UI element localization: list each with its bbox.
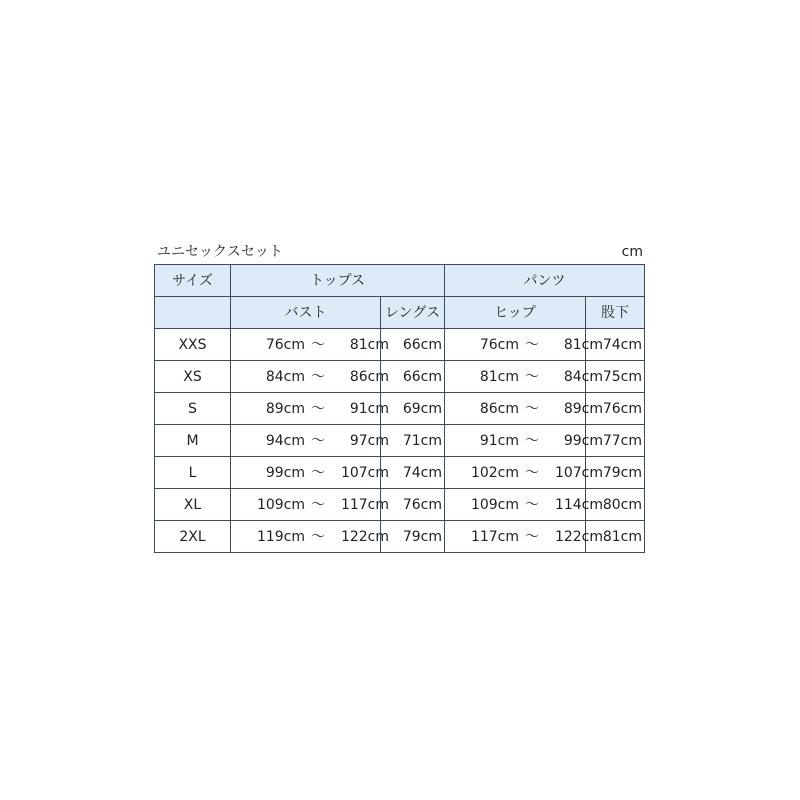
header-size: サイズ xyxy=(155,265,231,297)
size-cell: L xyxy=(155,457,231,489)
bust-range xyxy=(233,336,389,353)
hip-from: 86cm xyxy=(479,400,519,417)
header-row-measures xyxy=(155,297,645,329)
size-cell: M xyxy=(155,425,231,457)
bust-range-cell xyxy=(231,393,389,425)
bust-range xyxy=(233,496,389,513)
hip-tilde: ～ xyxy=(525,400,539,417)
bust-to: 81cm xyxy=(349,336,389,353)
header-blank xyxy=(155,297,231,329)
bust-to: 107cm xyxy=(340,464,389,481)
bust-range xyxy=(233,464,389,481)
bust-tilde: ～ xyxy=(311,528,325,545)
inseam-cell: 80cm xyxy=(586,489,645,521)
size-cell: XXS xyxy=(155,329,231,361)
hip-range-cell xyxy=(445,457,603,489)
bust-range-cell xyxy=(231,457,389,489)
header-bust: バスト xyxy=(231,297,381,329)
table-row xyxy=(155,457,645,489)
bust-to: 97cm xyxy=(349,432,389,449)
hip-range-cell xyxy=(445,361,603,393)
bust-range-cell xyxy=(231,425,389,457)
inseam-cell: 74cm xyxy=(586,329,645,361)
header-length: レングス xyxy=(381,297,445,329)
hip-to: 122cm xyxy=(554,528,603,545)
header-row-groups xyxy=(155,265,645,297)
size-cell: XS xyxy=(155,361,231,393)
hip-from: 109cm xyxy=(470,496,519,513)
bust-range-cell xyxy=(231,489,389,521)
bust-to: 91cm xyxy=(349,400,389,417)
length-cell: 66cm xyxy=(381,329,445,361)
length-cell: 66cm xyxy=(381,361,445,393)
bust-range-cell xyxy=(231,521,389,553)
bust-range-cell xyxy=(231,329,389,361)
hip-range-cell xyxy=(445,393,603,425)
bust-range xyxy=(233,368,389,385)
hip-tilde: ～ xyxy=(525,496,539,513)
bust-tilde: ～ xyxy=(311,496,325,513)
bust-range xyxy=(233,432,389,449)
header-pants: パンツ xyxy=(445,265,645,297)
hip-tilde: ～ xyxy=(525,464,539,481)
hip-range-cell xyxy=(445,329,603,361)
hip-to: 89cm xyxy=(563,400,603,417)
size-cell: 2XL xyxy=(155,521,231,553)
bust-range xyxy=(233,400,389,417)
hip-range-cell xyxy=(445,521,603,553)
bust-range xyxy=(233,528,389,545)
bust-from: 94cm xyxy=(265,432,305,449)
hip-range-cell xyxy=(445,489,603,521)
hip-from: 117cm xyxy=(470,528,519,545)
length-cell: 69cm xyxy=(381,393,445,425)
bust-from: 109cm xyxy=(256,496,305,513)
unit-label: cm xyxy=(621,244,643,260)
hip-range xyxy=(447,464,603,481)
bust-to: 122cm xyxy=(340,528,389,545)
bust-from: 119cm xyxy=(256,528,305,545)
table-row xyxy=(155,361,645,393)
bust-tilde: ～ xyxy=(311,432,325,449)
hip-range-cell xyxy=(445,425,603,457)
hip-tilde: ～ xyxy=(525,368,539,385)
length-cell: 76cm xyxy=(381,489,445,521)
hip-from: 91cm xyxy=(479,432,519,449)
hip-range xyxy=(447,528,603,545)
hip-range xyxy=(447,432,603,449)
table-row xyxy=(155,521,645,553)
length-cell: 79cm xyxy=(381,521,445,553)
length-cell: 74cm xyxy=(381,457,445,489)
bust-to: 117cm xyxy=(340,496,389,513)
bust-from: 99cm xyxy=(265,464,305,481)
hip-to: 114cm xyxy=(554,496,603,513)
inseam-cell: 75cm xyxy=(586,361,645,393)
hip-to: 99cm xyxy=(563,432,603,449)
hip-to: 84cm xyxy=(563,368,603,385)
table-row xyxy=(155,489,645,521)
length-cell: 71cm xyxy=(381,425,445,457)
bust-range-cell xyxy=(231,361,389,393)
size-cell: S xyxy=(155,393,231,425)
hip-from: 81cm xyxy=(479,368,519,385)
header-hip: ヒップ xyxy=(445,297,586,329)
header-inseam: 股下 xyxy=(586,297,645,329)
inseam-cell: 81cm xyxy=(586,521,645,553)
table-title: ユニセックスセット xyxy=(157,244,283,260)
hip-from: 76cm xyxy=(479,336,519,353)
hip-range xyxy=(447,368,603,385)
bust-from: 89cm xyxy=(265,400,305,417)
table-row xyxy=(155,425,645,457)
bust-to: 86cm xyxy=(349,368,389,385)
hip-tilde: ～ xyxy=(525,528,539,545)
header-tops: トップス xyxy=(231,265,445,297)
bust-tilde: ～ xyxy=(311,336,325,353)
hip-tilde: ～ xyxy=(525,432,539,449)
hip-range xyxy=(447,336,603,353)
hip-range xyxy=(447,400,603,417)
hip-range xyxy=(447,496,603,513)
hip-to: 107cm xyxy=(554,464,603,481)
bust-tilde: ～ xyxy=(311,464,325,481)
inseam-cell: 76cm xyxy=(586,393,645,425)
bust-from: 84cm xyxy=(265,368,305,385)
size-chart-table xyxy=(154,264,645,553)
bust-tilde: ～ xyxy=(311,368,325,385)
hip-tilde: ～ xyxy=(525,336,539,353)
bust-from: 76cm xyxy=(265,336,305,353)
table-row xyxy=(155,329,645,361)
hip-to: 81cm xyxy=(563,336,603,353)
bust-tilde: ～ xyxy=(311,400,325,417)
table-row xyxy=(155,393,645,425)
inseam-cell: 77cm xyxy=(586,425,645,457)
size-cell: XL xyxy=(155,489,231,521)
inseam-cell: 79cm xyxy=(586,457,645,489)
hip-from: 102cm xyxy=(470,464,519,481)
